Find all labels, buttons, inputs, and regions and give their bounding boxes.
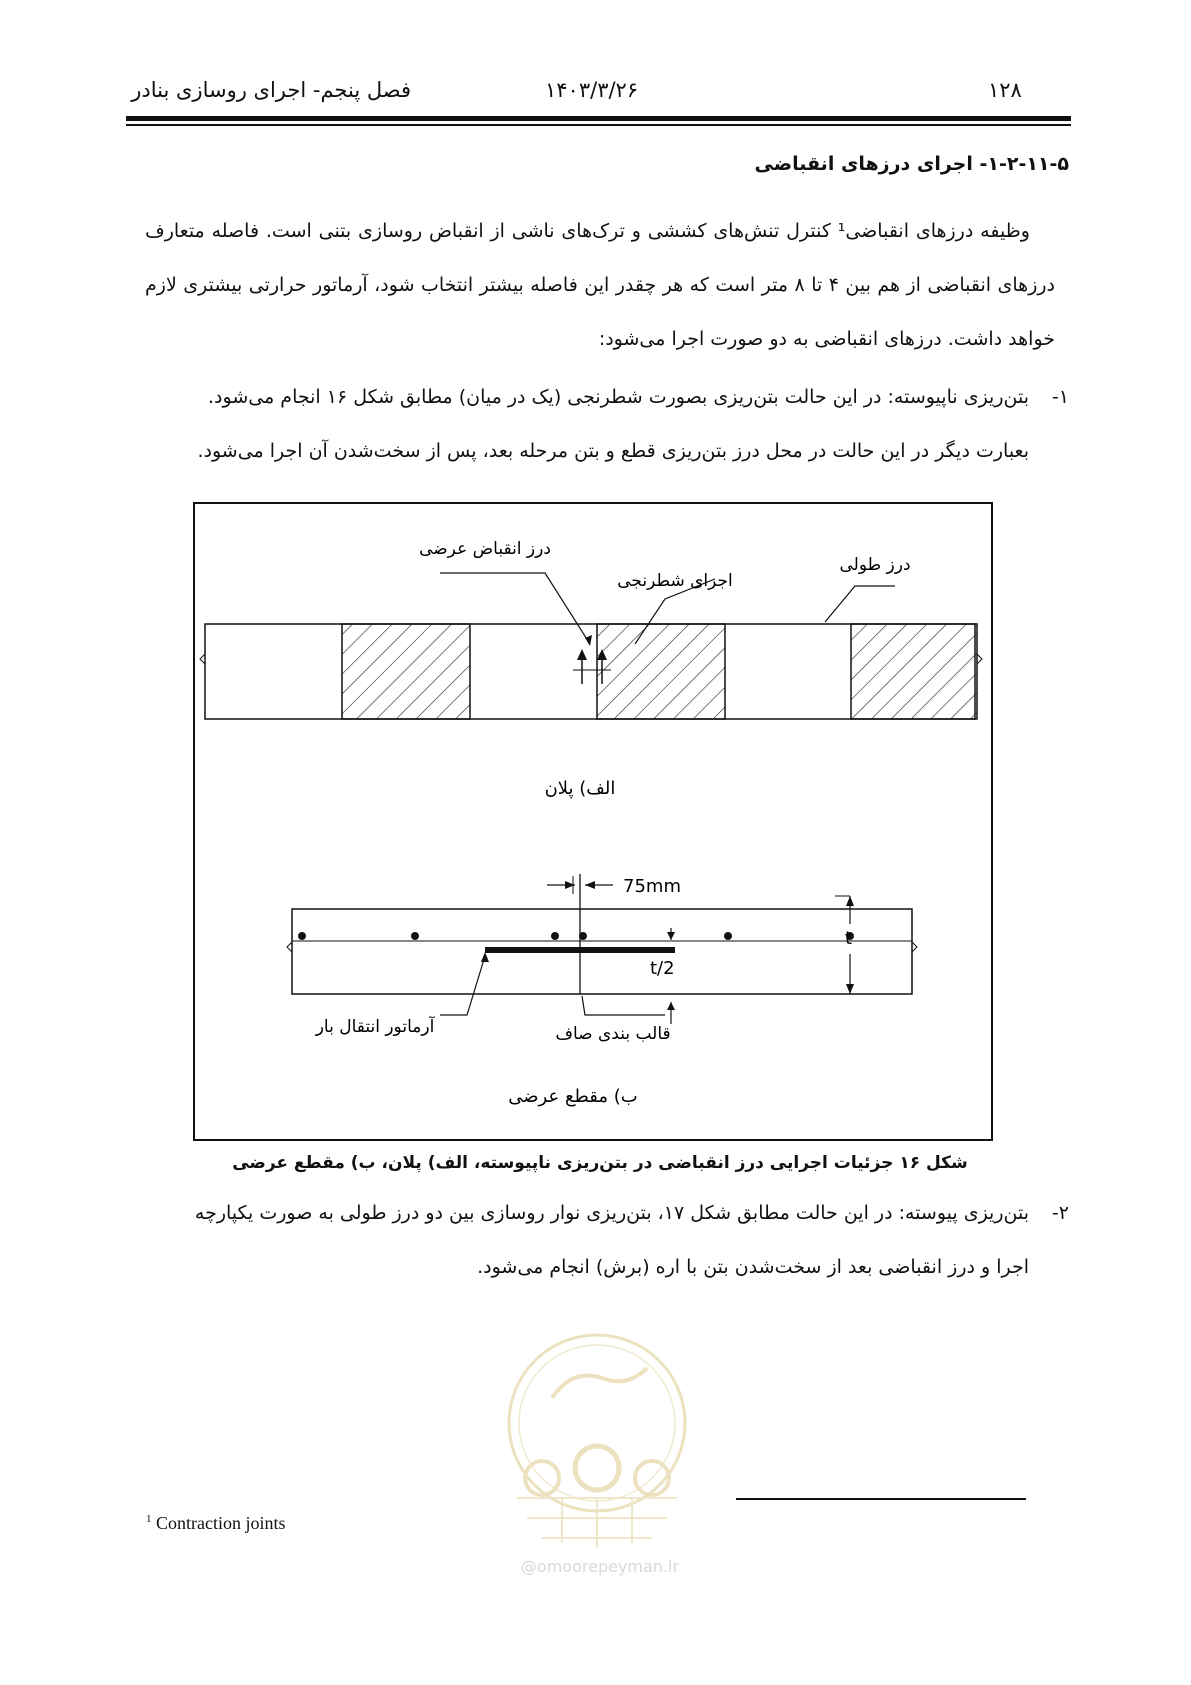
rebar-dot — [551, 932, 559, 940]
list-item-1-line-2: بعبارت دیگر در این حالت در محل درز بتن‌ریزی قطع و بتن مرحله بعد، پس از سخت‌شدن آن اجرا می‌شود. — [197, 440, 1029, 462]
label-checkerboard: اجرای شطرنجی — [617, 571, 733, 591]
chapter-title: فصل پنجم- اجرای روسازی بنادر — [131, 78, 411, 102]
leader-longitudinal — [825, 586, 895, 622]
dim-half: t/2 — [650, 958, 675, 979]
list-marker-2: ۲- — [1051, 1202, 1069, 1224]
list-item-1-line-1: بتن‌ریزی ناپیوسته: در این حالت بتن‌ریزی بصورت شطرنجی (یک در میان) مطابق شکل ۱۶ انجام می‌شود. — [208, 386, 1029, 408]
dim-gap: 75mm — [623, 876, 681, 897]
section-title: ب) مقطع عرضی — [508, 1086, 638, 1107]
watermark-text: @omoorepeyman.ir — [520, 1557, 680, 1576]
label-dowel: آرماتور انتقال بار — [315, 1017, 435, 1037]
rebar-dot — [298, 932, 306, 940]
section-heading: ۱-۲-۱۱-۵- اجرای درزهای انقباضی — [754, 153, 1069, 175]
footnote — [146, 1513, 286, 1534]
footnote-number: 1 — [146, 1513, 152, 1525]
arrow-up-icon — [577, 649, 587, 660]
hatched-panel — [851, 624, 977, 719]
watermark-logo — [482, 1328, 712, 1568]
footnote-text: Contraction joints — [156, 1513, 286, 1533]
figure-drawing — [195, 504, 991, 1139]
page-number: ۱۲۸ — [988, 78, 1022, 102]
list-marker-1: ۱- — [1051, 386, 1069, 408]
arrow-left-icon — [585, 881, 595, 889]
hatched-panel — [597, 624, 725, 719]
list-item-2-line-1: بتن‌ریزی پیوسته: در این حالت مطابق شکل ۱۷، بتن‌ریزی نوار روسازی بین دو درز طولی به صورت یکپارچه — [194, 1202, 1029, 1224]
list-item-2-line-2: اجرا و درز انقباضی بعد از سخت‌شدن بتن با اره (برش) انجام می‌شود. — [477, 1256, 1029, 1278]
rebar-dot — [411, 932, 419, 940]
footnote-rule — [736, 1498, 1026, 1500]
label-longitudinal-joint: درز طولی — [839, 555, 911, 575]
figure-16 — [193, 502, 993, 1141]
header-rule-thin — [126, 124, 1071, 126]
figure-caption: شکل ۱۶ جزئیات اجرایی درز انقباضی در بتن‌ریزی ناپیوسته، الف) پلان، ب) مقطع عرضی — [232, 1153, 968, 1173]
hatched-panel — [342, 624, 470, 719]
intro-line-1: وظیفه درزهای انقباضی¹ کنترل تنش‌های کششی و ترک‌های ناشی از انقباض روسازی بتنی است. فاصله متعارف — [145, 220, 1030, 242]
leader-formwork — [582, 996, 665, 1015]
leader-dowel — [440, 956, 485, 1015]
page-date: ۱۴۰۳/۳/۲۶ — [545, 78, 639, 102]
plan-view — [200, 539, 982, 799]
label-formwork: قالب بندی صاف — [555, 1024, 671, 1044]
section-view — [287, 874, 917, 1107]
rebar-dot — [724, 932, 732, 940]
plan-title: الف) پلان — [544, 778, 616, 799]
gear-icon — [575, 1446, 619, 1490]
intro-line-2: درزهای انقباضی از هم بین ۴ تا ۸ متر است که هر چقدر این فاصله بیشتر انتخاب شود، آرماتور حرارتی بیشتری لازم — [145, 274, 1056, 296]
intro-line-3: خواهد داشت. درزهای انقباضی به دو صورت اجرا می‌شود: — [598, 328, 1055, 350]
label-transverse-joint: درز انقباض عرضی — [419, 539, 551, 559]
dim-thickness: t — [845, 928, 853, 949]
header-rule-thick — [126, 116, 1071, 121]
